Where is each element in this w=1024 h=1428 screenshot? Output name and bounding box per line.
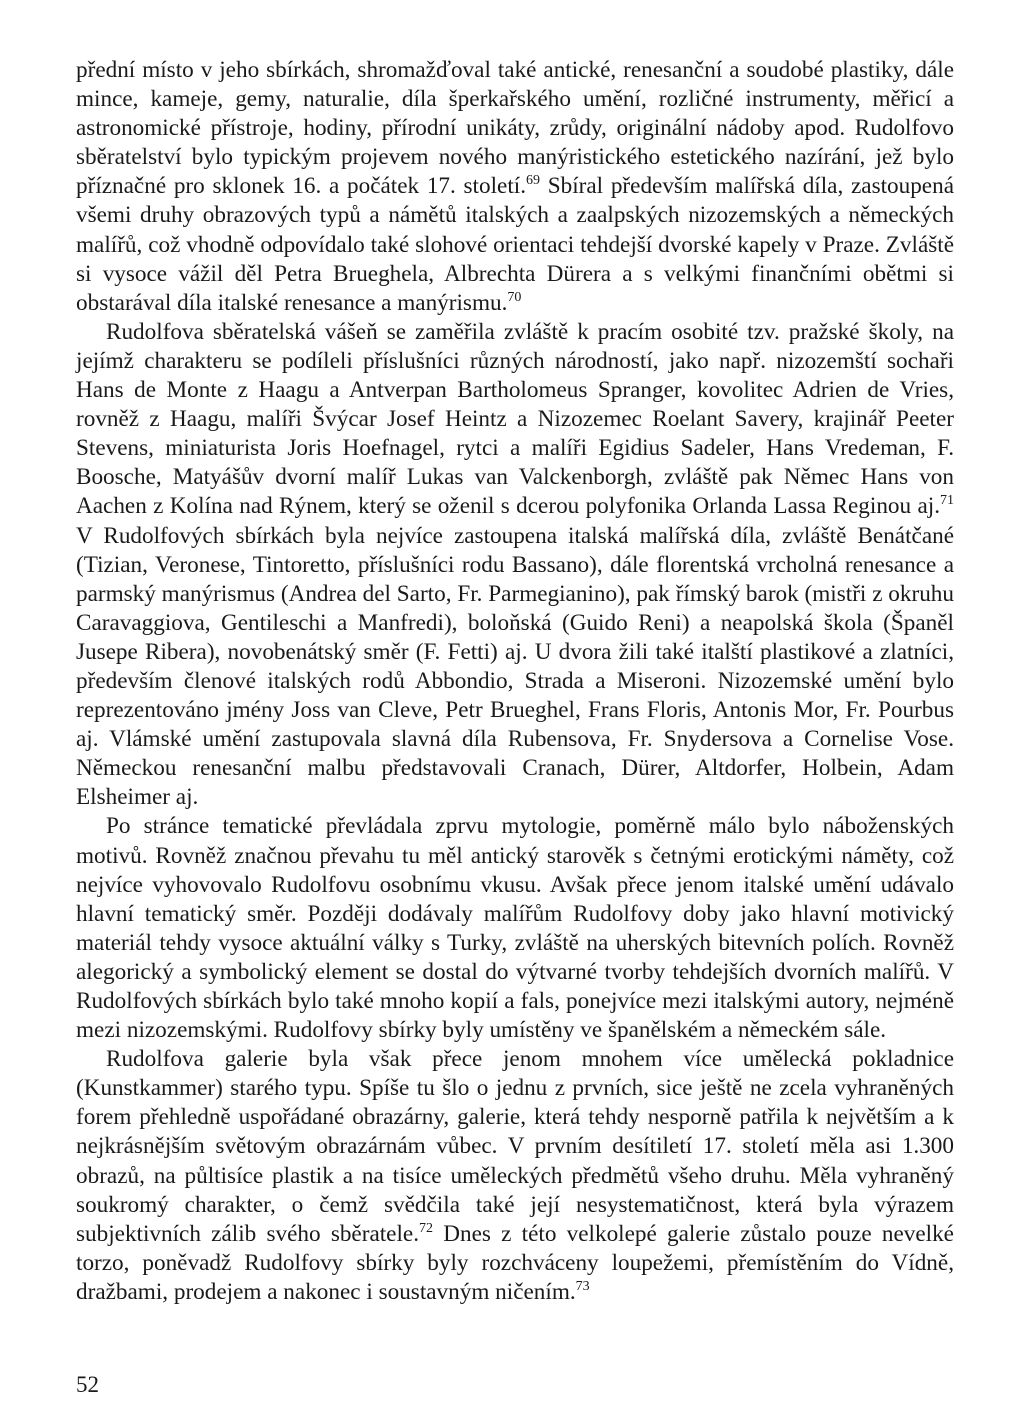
paragraph-4 <box>76 1045 954 1307</box>
page-body <box>76 56 954 1307</box>
page-number: 52 <box>76 1372 99 1397</box>
paragraph-2 <box>76 318 954 813</box>
paragraph-2-text-2: V Rudolfových sbírkách byla nejvíce zastoupena italská malířská díla, zvláště Benátčané (Tizian, Veronese, Tintoretto, příslušníci rodu Bassano), dále florentská vrcholná renesance a parmský manýrismus (Andrea del Sarto, Fr. Parmegianino), pak římský barok (mistři z okruhu Caravaggiova, Gentileschi a Manfredi), boloňská (Guido Reni) a neapolská škola (Španěl Jusepe Ribera), novobenátský směr (F. Fetti) aj. U dvora žili také italští plastikové a zlatníci, především členové italských rodů Abbondio, Strada a Miseroni. Nizozemské umění bylo reprezentováno jmény Joss van Cleve, Petr Brueghel, Frans Floris, Antonis Mor, Fr. Pourbus aj. Vlámské umění zastupovala slavná díla Rubensova, Fr. Snydersova a Cornelise Vose. Německou renesanční malbu představovali Cranach, Dürer, Altdorfer, Holbein, Adam Elsheimer aj. <box>76 522 954 811</box>
footnote-ref-71: 71 <box>940 493 954 509</box>
paragraph-1-text-1: přední místo v jeho sbírkách, shromažďoval také antické, renesanční a soudobé plastiky, dále mince, kameje, gemy, naturalie, díla šperkařského umění, rozličné instrumenty, měřicí a astronomické přístroje, hodiny, přírodní unikáty, zrůdy, originální nádoby apod. Rudolfovo sběratelství bylo typickým projevem nového manýristického estetického nazírání, jež bylo příznačné pro sklonek 16. a počátek 17. století. <box>76 57 954 200</box>
footnote-ref-73: 73 <box>575 1278 590 1294</box>
paragraph-4-text-1: Rudolfova galerie byla však přece jenom mnohem více umělecká pokladnice (Kunstkammer) starého typu. Spíše tu šlo o jednu z prvních, sice ještě ne zcela vyhraněných forem přehledně uspořádané obrazárny, galerie, která tehdy nesporně patřila k největším a k nejkrásnějším světovým obrazárnám vůbec. V prvním desítiletí 17. století měla asi 1.300 obrazů, na půltisíce plastik a na tisíce uměleckých předmětů všeho druhu. Měla vyhraněný soukromý charakter, o čemž svědčila také její nesystematičnost, která byla výrazem subjektivních zálib svého sběratele. <box>76 1046 954 1247</box>
paragraph-3 <box>76 812 954 1045</box>
footnote-ref-70: 70 <box>507 289 522 305</box>
paragraph-4-text-2: Dnes z této velkolepé galerie zůstalo pouze nevelké torzo, poněvadž Rudolfovy sbírky byly rozchváceny loupežemi, přemístěním do Vídně, dražbami, prodejem a nakonec i soustavným ničením. <box>76 1220 954 1305</box>
paragraph-1-text-2: Sbíral především malířská díla, zastoupená všemi druhy obrazových typů a námětů italských a zaalpských nizozemských a německých malířů, což vhodně odpovídalo také slohové orientaci tehdejší dvorské kapely v Praze. Zvláště si vysoce vážil děl Petra Brueghela, Albrechta Dürera a s velkými finančními obětmi si obstarával díla italské renesance a manýrismu. <box>76 173 954 316</box>
paragraph-1 <box>76 56 954 318</box>
footnote-ref-69: 69 <box>526 173 541 189</box>
paragraph-3-text-1: Po stránce tematické převládala zprvu mytologie, poměrně málo bylo náboženských motivů. Rovněž značnou převahu tu měl antický starověk s četnými erotickými náměty, což nejvíce vyhovovalo Rudolfovu osobnímu vkusu. Avšak přece jenom italské umění udávalo hlavní tematický směr. Později dodávaly malířům Rudolfovy doby jako hlavní motivický materiál tehdy vysoce aktuální války s Turky, zvláště na uherských bitevních polích. Rovněž alegorický a symbolický element se dostal do výtvarné tvorby tehdejších dvorních malířů. V Rudolfových sbírkách bylo také mnoho kopií a fals, ponejvíce mezi italskými autory, nejméně mezi nizozemskými. Rudolfovy sbírky byly umístěny ve španělském a německém sále. <box>76 813 954 1044</box>
paragraph-2-text-1: Rudolfova sběratelská vášeň se zaměřila zvláště k pracím osobité tzv. pražské školy, na jejímž charakteru se podíleli příslušníci různých národností, jako např. nizozemští sochaři Hans de Monte z Haagu a Antverpan Bartholomeus Spranger, kovolitec Adrien de Vries, rovněž z Haagu, malíři Švýcar Josef Heintz a Nizozemec Roelant Savery, krajinář Peeter Stevens, miniaturista Joris Hoefnagel, rytci a malíři Egidius Sadeler, Hans Vredeman, F. Boosche, Matyášův dvorní malíř Lukas van Valckenborgh, zvláště pak Němec Hans von Aachen z Kolína nad Rýnem, který se oženil s dcerou polyfonika Orlanda Lassa Reginou aj. <box>76 318 954 520</box>
footnote-ref-72: 72 <box>419 1220 433 1236</box>
